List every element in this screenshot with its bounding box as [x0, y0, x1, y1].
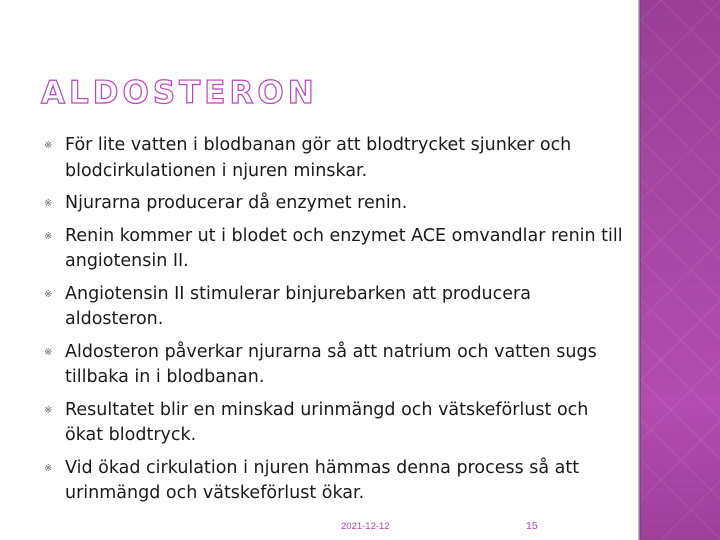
bullet-icon: ※: [44, 404, 53, 416]
bullet-text: För lite vatten i blodbanan gör att blodtrycket sjunker och blodcirkulationen i njuren minskar.: [65, 135, 572, 181]
bullet-item: [44, 282, 624, 333]
bullet-icon: ※: [44, 140, 53, 151]
bullet-icon: ※: [44, 462, 53, 474]
bullet-text: Njurarna producerar då enzymet renin.: [65, 193, 408, 213]
bullet-text: Angiotensin II stimulerar binjurebarken att producera aldosteron.: [65, 283, 531, 329]
bullet-icon: ※: [44, 230, 53, 242]
bullet-item: [44, 133, 624, 184]
bullet-item: [44, 456, 624, 507]
bullet-item: [44, 398, 624, 449]
bullet-item: [44, 340, 624, 391]
bullet-icon: ※: [44, 346, 53, 358]
slide-title: ALDOSTERON: [41, 75, 318, 111]
footer-date: 2021-12-12: [341, 521, 390, 532]
bullet-icon: ※: [44, 198, 53, 209]
diagonal-lines-pattern: [641, 0, 720, 540]
bullet-text: Renin kommer ut i blodet och enzymet ACE omvandlar renin till angiotensin II.: [65, 225, 623, 271]
slide-number: 15: [526, 520, 538, 532]
bullet-text: Resultatet blir en minskad urinmängd och vätskeförlust och ökat blodtryck.: [65, 399, 589, 445]
bullet-icon: ※: [44, 288, 53, 300]
bullet-list: [44, 133, 624, 514]
decorative-side-panel: [641, 0, 720, 540]
bullet-text: Aldosteron påverkar njurarna så att natrium och vatten sugs tillbaka in i blodbanan.: [65, 341, 597, 387]
bullet-text: Vid ökad cirkulation i njuren hämmas denna process så att urinmängd och vätskeförlust ökar.: [65, 457, 580, 503]
bullet-item: [44, 224, 624, 275]
bullet-item: [44, 191, 624, 217]
